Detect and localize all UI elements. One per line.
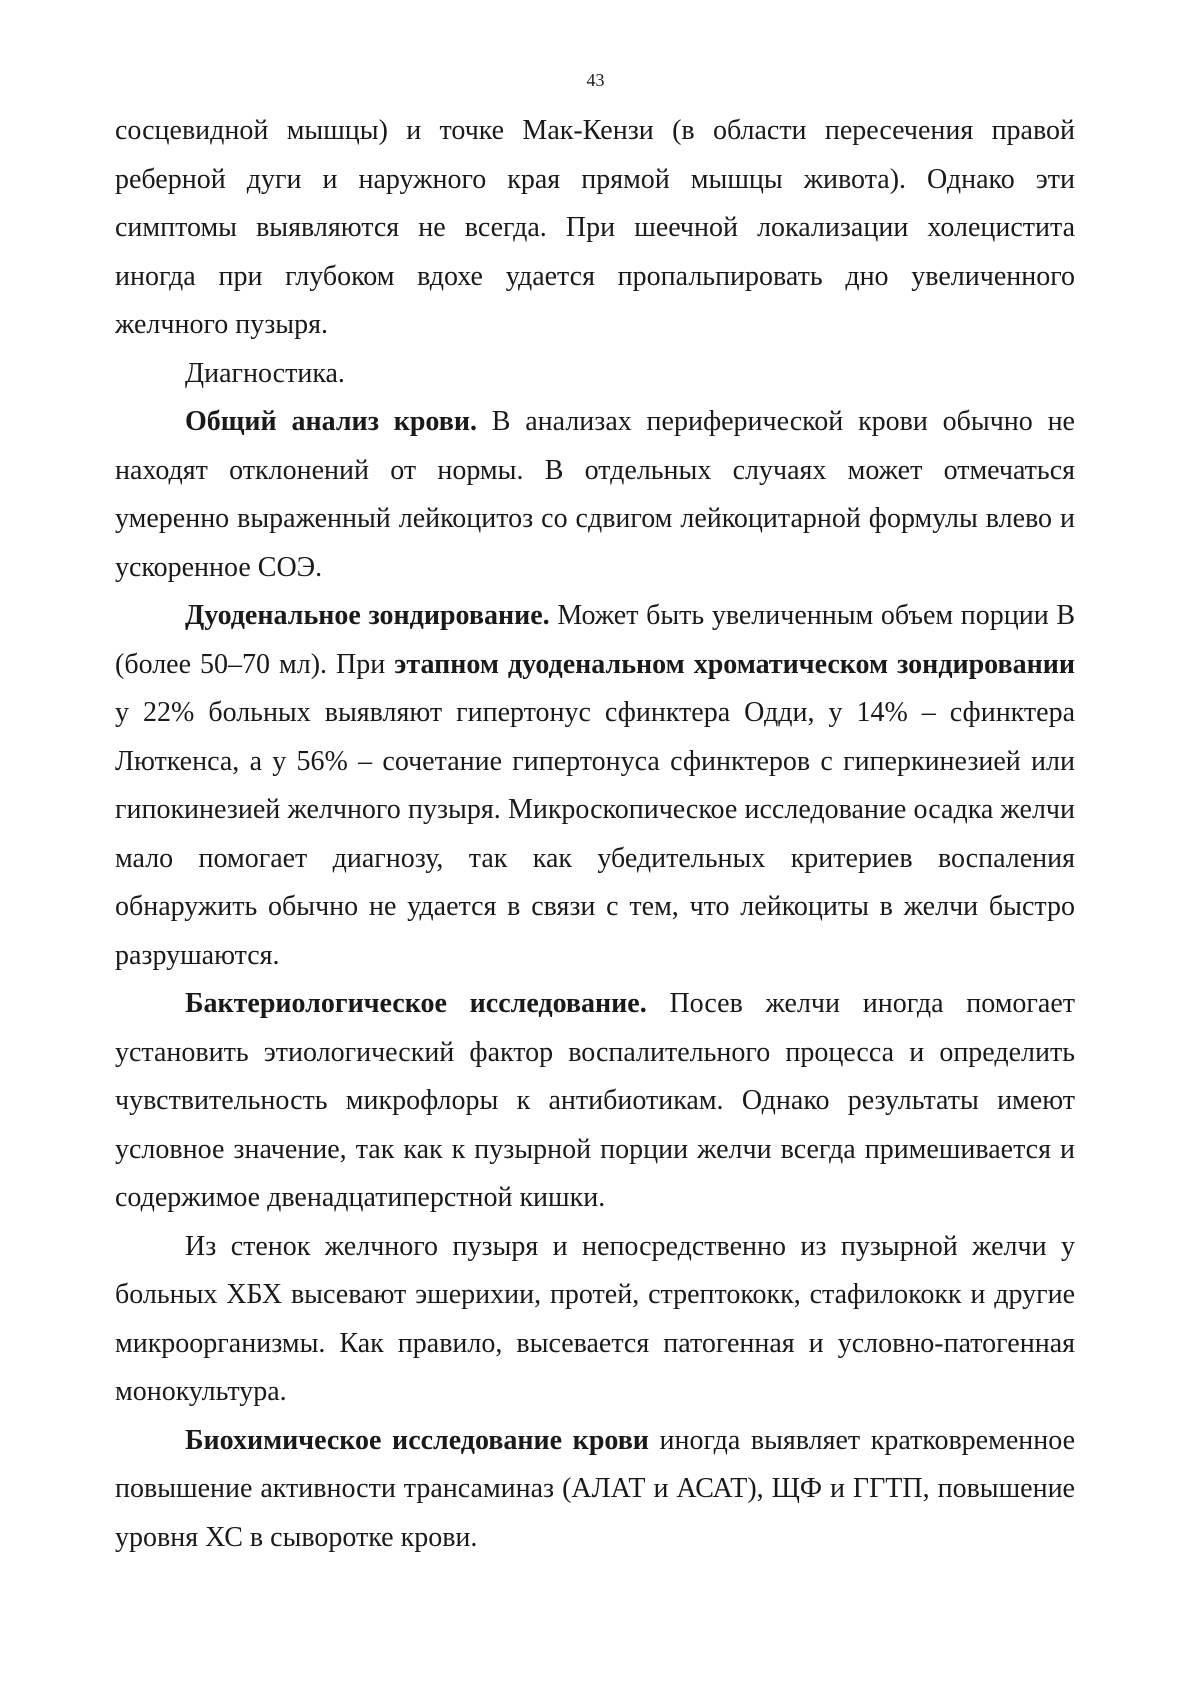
- paragraph-text: Из стенок желчного пузыря и непосредственно из пузырной желчи у больных ХБХ высевают эшерихии, протей, стрептококк, стафилококк и другие микроорганизмы. Как правило, высевается патогенная и условно-патогенная монокультура.: [115, 1230, 1075, 1407]
- paragraph-text: Посев желчи иногда помогает установить этиологический фактор воспалительного процесса и определить чувствительность микрофлоры к антибиотикам. Однако результаты имеют условное значение, так как к пузырной порции желчи всегда примешивается и содержимое двенадцатиперстной кишки.: [115, 988, 1075, 1213]
- paragraph-text: Может быть увеличенным объем порции В (более 50–70 мл). При: [115, 600, 1076, 680]
- paragraph-duodenal-probing: [115, 592, 1075, 980]
- bold-term: Дуоденальное зондирование.: [185, 600, 550, 631]
- document-body: [115, 107, 1075, 1562]
- paragraph-blood-analysis: [115, 398, 1075, 592]
- paragraph-biochemical: [115, 1417, 1075, 1563]
- paragraph-text: у 22% больных выявляют гипертонус сфинктера Одди, у 14% – сфинктера Люткенса, а у 56% – сочетание гипертонуса сфинктеров с гиперкинезией или гипокинезией желчного пузыря. Микроскопическое исследование осадка желчи мало помогает диагнозу, так как убедительных критериев воспаления обнаружить обычно не удается в связи с тем, что лейкоциты в желчи быстро разрушаются.: [115, 697, 1075, 971]
- paragraph-continuation: [115, 107, 1075, 350]
- bold-term: Биохимическое исследование крови: [185, 1424, 649, 1456]
- paragraph-text: иногда выявляет кратковременное повышение активности трансаминаз (АЛАТ и АСАТ), ЩФ и ГГТП, повышение уровня ХС в сыворотке крови.: [115, 1424, 1075, 1553]
- page-number: 43: [586, 70, 605, 90]
- paragraph-bacteriological: [115, 980, 1075, 1223]
- paragraph-text: В анализах периферической крови обычно не находят отклонений от нормы. В отдельных случаях может отмечаться умеренно выраженный лейкоцитоз со сдвигом лейкоцитарной формулы влево и ускоренное СОЭ.: [115, 406, 1075, 583]
- bold-term: Общий анализ крови.: [185, 406, 477, 437]
- bold-term: Бактериологическое исследование.: [185, 988, 647, 1019]
- bold-term: этапном дуоденальном хроматическом зондировании: [394, 648, 1076, 680]
- section-heading-diagnostics: [115, 350, 1075, 399]
- heading-text: Диагностика.: [185, 357, 345, 389]
- paragraph-text: сосцевидной мышцы) и точке Мак-Кензи (в области пересечения правой реберной дуги и наружного края прямой мышцы живота). Однако эти симптомы выявляются не всегда. При шеечной локализации холецистита иногда при глубоком вдохе удается пропальпировать дно увеличенного желчного пузыря.: [115, 115, 1075, 340]
- paragraph-microorganisms: [115, 1223, 1075, 1417]
